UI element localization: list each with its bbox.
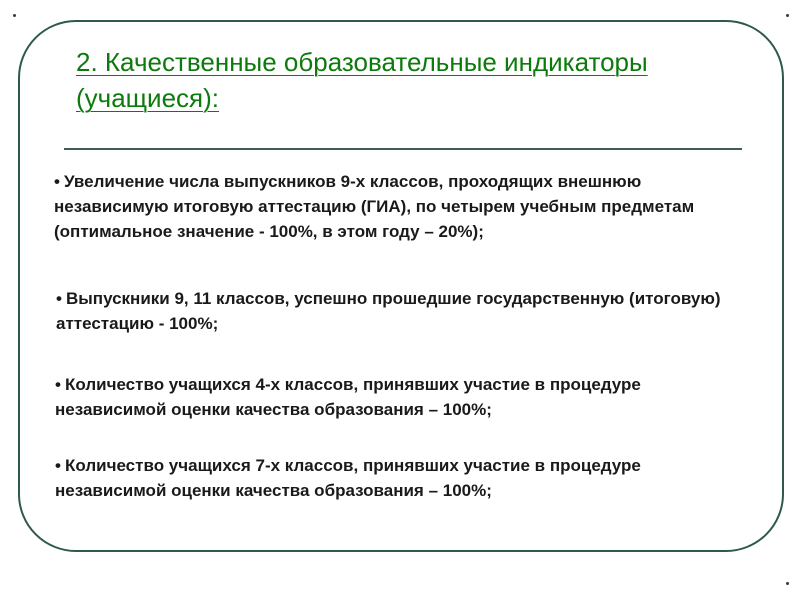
- list-item: [55, 372, 755, 422]
- corner-dot-top-right: [786, 14, 789, 17]
- list-item: [56, 286, 736, 336]
- slide-title: 2. Качественные образовательные индикаторы (учащиеся):: [76, 47, 648, 113]
- bullet-icon: •: [56, 289, 62, 308]
- list-item-text: Выпускники 9, 11 классов, успешно прошедшие государственную (итоговую) аттестацию - 100%;: [56, 289, 721, 333]
- list-item-text: Количество учащихся 4-х классов, принявших участие в процедуре независимой оценки качества образования – 100%;: [55, 375, 641, 419]
- bullet-icon: •: [55, 375, 61, 394]
- title-divider: [64, 148, 742, 150]
- bullet-icon: •: [55, 456, 61, 475]
- corner-dot-bottom-right: [786, 582, 789, 585]
- list-item-text: Увеличение числа выпускников 9-х классов, проходящих внешнюю независимую итоговую аттестацию (ГИА), по четырем учебным предметам (оптимальное значение - 100%, в этом году – 20%);: [54, 172, 695, 241]
- corner-dot-top-left: [13, 14, 16, 17]
- list-item-text: Количество учащихся 7-х классов, принявших участие в процедуре независимой оценки качества образования – 100%;: [55, 456, 641, 500]
- bullet-icon: •: [54, 172, 60, 191]
- list-item: [54, 169, 754, 244]
- list-item: [55, 453, 755, 503]
